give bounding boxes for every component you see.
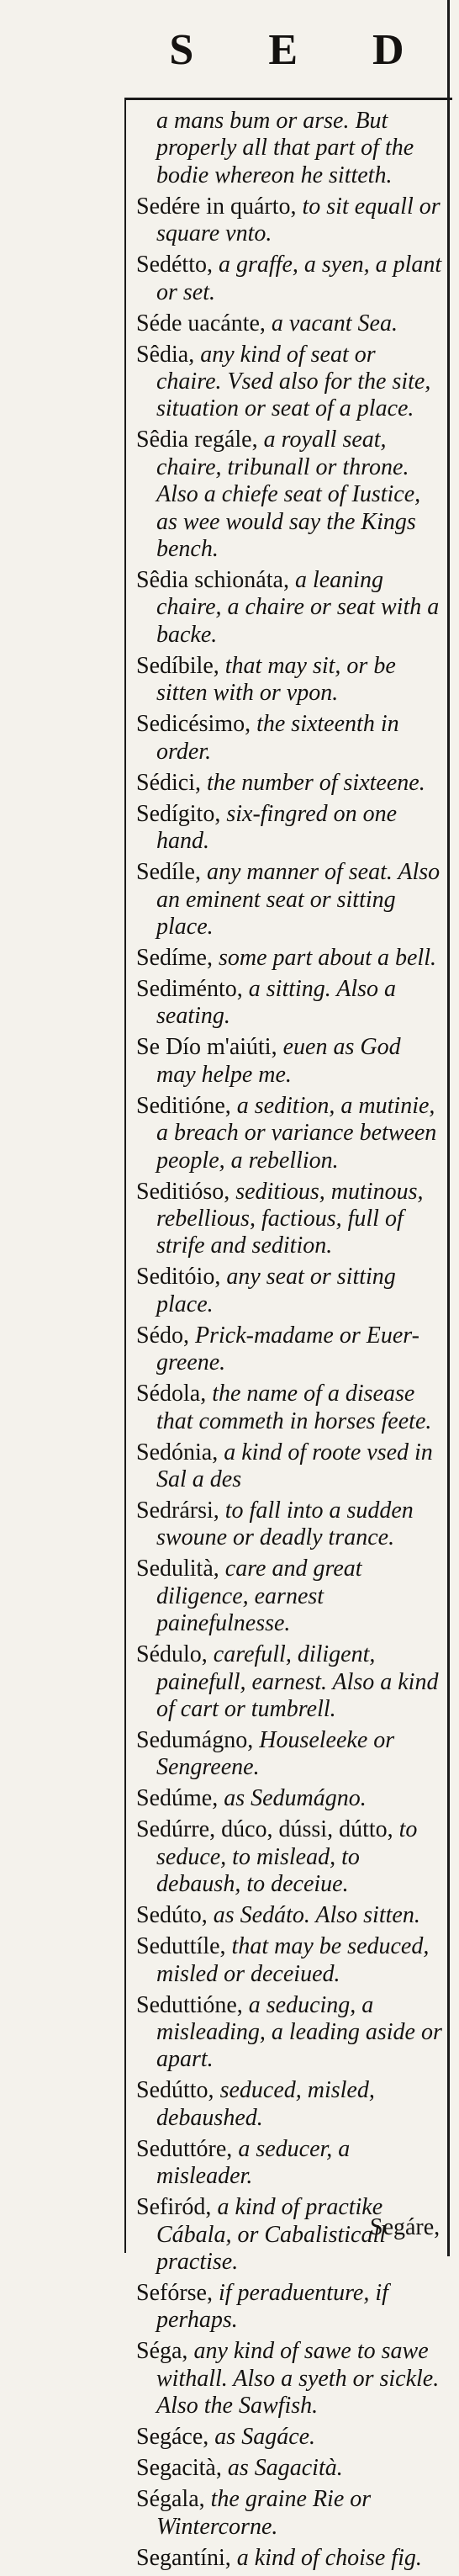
entry-definition: some part about a bell. [219, 944, 436, 971]
entry-headword: Sedútto, [136, 2077, 214, 2104]
entry-headword: Seduttióne, [136, 1991, 243, 2018]
dictionary-entry [136, 193, 442, 248]
dictionary-entry [136, 2136, 442, 2191]
dictionary-entry [136, 1179, 442, 1260]
column-rule-left [124, 99, 126, 2253]
entry-headword: Sedónia, [136, 1439, 219, 1466]
dictionary-entry [136, 1381, 442, 1435]
entry-headword: Séga, [136, 2338, 188, 2365]
entry-headword: Sedrársi, [136, 1497, 219, 1524]
entry-definition: a sedition, a mutinie, a breach or variance between people, a rebellion. [156, 1092, 437, 1174]
entry-definition: the sixteenth in order. [156, 711, 399, 765]
entry-definition: a seducer, a misleader. [156, 2135, 351, 2190]
entry-definition: a kind of practike Cábala, or Cabalisticall practise. [156, 2194, 387, 2276]
dictionary-entry [136, 310, 442, 337]
entry-headword: Seditióso, [136, 1178, 230, 1205]
running-head: S E D [169, 26, 436, 74]
entry-headword: Sedumágno, [136, 1727, 254, 1753]
dictionary-entry [136, 567, 442, 649]
dictionary-entry [136, 1034, 442, 1089]
entry-definition: seditious, mutinous, rebellious, factious, full of strife and sedition. [156, 1178, 424, 1259]
entry-definition: the number of sixteene. [207, 769, 425, 796]
dictionary-entry [136, 2280, 442, 2335]
entry-headword: Sedígito, [136, 800, 221, 827]
entry-definition: to fall into a sudden swoune or deadly trance. [156, 1497, 414, 1551]
dictionary-entry [136, 1439, 442, 1494]
entry-headword: Sedicésimo, [136, 711, 251, 738]
entry-headword: Sedére in quárto, [136, 193, 297, 220]
entry-headword: Sedúme, [136, 1785, 219, 1812]
entry-definition: six-fingred on one hand. [156, 800, 398, 855]
entry-definition: as Sedáto. Also sitten. [213, 1902, 420, 1929]
entry-definition: as Sagacità. [227, 2455, 343, 2482]
entry-definition: a graffe, a syen, a plant or set. [156, 252, 442, 305]
entry-definition: a vacant Sea. [271, 310, 398, 337]
entry-definition: to sit equall or square vnto. [156, 193, 441, 247]
dictionary-entry [136, 1816, 442, 1898]
entry-definition: the name of a disease that commeth in horses feete. [156, 1381, 432, 1434]
entry-definition: euen as God may helpe me. [156, 1034, 401, 1088]
dictionary-entry [136, 1902, 442, 1929]
entry-headword: Sedulità, [136, 1556, 219, 1582]
dictionary-entry [136, 770, 442, 797]
dictionary-entry [136, 2545, 442, 2572]
entry-definition: to seduce, to mislead, to debaush, to deceiue. [156, 1816, 418, 1898]
entry-list [136, 108, 442, 2576]
entry-definition: a sitting. Also a seating. [156, 975, 397, 1030]
entry-headword: Segáce, [136, 2424, 209, 2451]
entry-headword: Seditóio, [136, 1264, 221, 1291]
dictionary-entry [136, 1264, 442, 1318]
entry-headword: Sedíme, [136, 944, 213, 971]
entry-headword: Sedúrre, dúco, dússi, dútto, [136, 1816, 393, 1843]
dictionary-entry [136, 1727, 442, 1782]
entry-definition: if peraduenture, if perhaps. [156, 2280, 388, 2334]
entry-definition: as Sagáce. [214, 2424, 316, 2451]
entry-headword: Sêdia, [136, 341, 195, 368]
entry-definition: that may sit, or be sitten with or vpon. [156, 652, 396, 707]
dictionary-entry [136, 427, 442, 563]
entry-headword: Se Dío m'aiúti, [136, 1034, 277, 1061]
entry-headword: Segacità, [136, 2455, 222, 2482]
entry-headword: Seditióne, [136, 1092, 231, 1119]
entry-definition: the graine Rie or Wintercorne. [156, 2486, 372, 2540]
dictionary-entry [136, 2077, 442, 2132]
dictionary-entry [136, 801, 442, 856]
dictionary-entry [136, 859, 442, 941]
entry-headword: Séde uacánte, [136, 310, 266, 337]
dictionary-entry [136, 2424, 442, 2451]
entry-headword: Seduttíle, [136, 1933, 226, 1960]
entry-headword: Sefiród, [136, 2194, 212, 2221]
entry-definition: care and great diligence, earnest painefulnesse. [156, 1556, 362, 1637]
entry-definition: as Sedumágno. [224, 1785, 367, 1812]
catchword: Segáre, [370, 2214, 441, 2240]
entry-definition: any manner of seat. Also an eminent seat or sitting place. [156, 859, 441, 940]
entry-headword: Sédo, [136, 1322, 189, 1349]
dictionary-entry [136, 2455, 442, 2482]
dictionary-entry [136, 653, 442, 708]
entry-headword: Seduttóre, [136, 2135, 233, 2162]
dictionary-entry [136, 2486, 442, 2541]
entry-headword: Sedétto, [136, 252, 213, 278]
dictionary-entry [136, 1933, 442, 1988]
entry-definition: Houseleeke or Sengreene. [156, 1727, 395, 1781]
dictionary-entry [136, 1992, 442, 2074]
entry-definition: a leaning chaire, a chaire or seat with a backe. [156, 567, 440, 648]
entry-definition: Prick-madame or Euer-greene. [156, 1322, 419, 1376]
dictionary-entry [136, 1093, 442, 1174]
dictionary-entry [136, 945, 442, 972]
entry-definition: a kind of choise fig. [236, 2544, 422, 2571]
dictionary-entry [136, 1497, 442, 1552]
entry-definition: a royall seat, chaire, tribunall or throne. Also a chiefe seat of Iustice, as wee would say the Kings bench. [156, 427, 421, 563]
entry-headword: Sédulo, [136, 1641, 208, 1668]
entry-definition: any kind of sawe to sawe withall. Also a syeth or sickle. Also the Sawfish. [156, 2338, 440, 2420]
entry-definition: a mans bum or arse. But properly all that part of the bodie whereon he sitteth. [156, 108, 414, 188]
entry-headword: Sédola, [136, 1381, 207, 1407]
entry-definition: carefull, diligent, painefull, earnest. Also a kind of cart or tumbrell. [156, 1641, 439, 1722]
entry-definition: any kind of seat or chaire. Vsed also for the site, situation or seat of a place. [156, 341, 431, 422]
dictionary-entry [136, 711, 442, 766]
dictionary-entry [136, 108, 442, 189]
entry-headword: Sédici, [136, 769, 201, 796]
header-rule [124, 98, 452, 100]
dictionary-entry [136, 1641, 442, 1723]
entry-definition: seduced, misled, debaushed. [156, 2077, 375, 2131]
dictionary-entry [136, 976, 442, 1031]
column-rule-right [447, 0, 450, 2256]
entry-headword: Sediménto, [136, 975, 243, 1002]
dictionary-entry [136, 1322, 442, 1377]
entry-headword: Sefórse, [136, 2280, 213, 2307]
entry-definition: a seducing, a misleading, a leading aside or apart. [156, 1991, 442, 2073]
dictionary-entry [136, 1556, 442, 1637]
entry-headword: Sedíle, [136, 859, 201, 886]
dictionary-entry [136, 2338, 442, 2420]
entry-headword: Ségala, [136, 2486, 205, 2513]
entry-definition: a kind of roote vsed in Sal a des [156, 1439, 433, 1492]
entry-headword: Sêdia schionáta, [136, 567, 289, 594]
dictionary-entry [136, 252, 442, 306]
entry-headword: Sedíbile, [136, 652, 219, 679]
entry-headword: Sedúto, [136, 1902, 208, 1929]
dictionary-entry [136, 1785, 442, 1812]
entry-headword: Segantíni, [136, 2544, 231, 2571]
entry-definition: any seat or sitting place. [156, 1264, 396, 1317]
entry-headword: Sêdia regále, [136, 427, 258, 453]
entry-definition: that may be seduced, misled or deceiued. [156, 1933, 430, 1987]
dictionary-entry [136, 342, 442, 423]
